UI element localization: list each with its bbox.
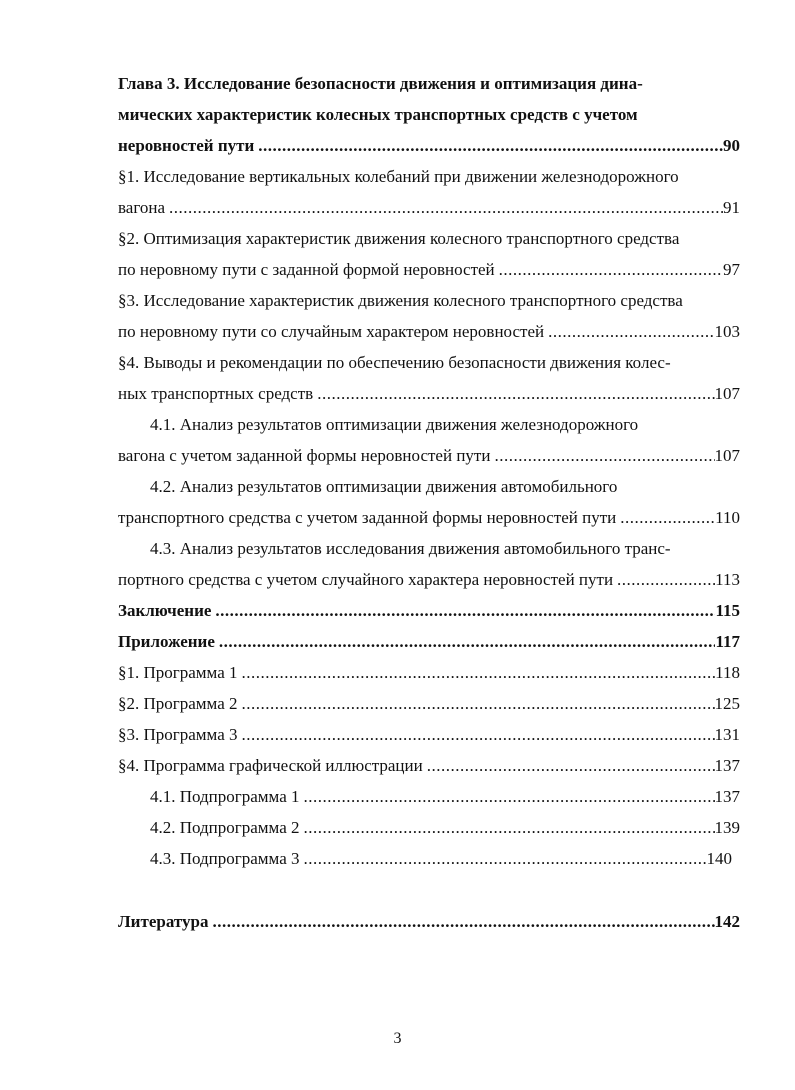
s4-3-page: 113 [715,570,740,589]
leader-dots [242,719,715,750]
leader-dots [499,254,723,285]
conclusion-title: Заключение [118,601,212,620]
program2-entry [118,688,740,719]
subprogram1-entry [150,781,740,812]
s2-page: 97 [723,260,740,279]
s4-page: 107 [714,384,740,403]
s1-page: 91 [723,198,740,217]
leader-dots [258,130,723,161]
chapter3-line1: Глава 3. Исследование безопасности движения и оптимизация дина- [118,74,643,93]
spacer [118,874,740,906]
s4-1-page: 107 [714,446,740,465]
s4-3-line2: портного средства с учетом случайного характера неровностей пути [118,570,614,589]
subprogram3-title: 4.3. Подпрограмма 3 [150,849,300,868]
table-of-contents [118,68,740,937]
s3-line1: §3. Исследование характеристик движения колесного транспортного средства [118,291,683,310]
subprogram3-page: 140 [706,849,732,868]
s4-entry [118,378,740,409]
leader-dots [215,595,715,626]
s1-line2: вагона [118,198,166,217]
leader-dots [242,688,715,719]
leader-dots [617,564,715,595]
subprogram3-entry [150,843,732,874]
leader-dots [304,843,707,874]
chapter3-page: 90 [723,136,740,155]
leader-dots [304,781,715,812]
appendix-page: 117 [715,632,740,651]
program2-page: 125 [714,694,740,713]
leader-dots [317,378,714,409]
chapter3-line2: мических характеристик колесных транспортных средств с учетом [118,105,638,124]
leader-dots [494,440,714,471]
leader-dots [242,657,716,688]
leader-dots [620,502,715,533]
program4-entry [118,750,740,781]
literature-entry [118,906,740,937]
s4-1-line2: вагона с учетом заданной формы неровностей пути [118,446,491,465]
s4-3-entry [118,564,740,595]
s4-2-page: 110 [715,508,740,527]
leader-dots [427,750,715,781]
program1-entry [118,657,740,688]
program1-page: 118 [715,663,740,682]
program3-entry [118,719,740,750]
s4-2-line2: транспортного средства с учетом заданной формы неровностей пути [118,508,617,527]
program3-page: 131 [714,725,740,744]
s4-1-line1: 4.1. Анализ результатов оптимизации движения железнодорожного [150,415,639,434]
leader-dots [212,906,714,937]
s4-1-entry [118,440,740,471]
s2-entry [118,254,740,285]
conclusion-entry [118,595,740,626]
s2-line2: по неровному пути с заданной формой неровностей [118,260,495,279]
program2-title: §2. Программа 2 [118,694,238,713]
s4-2-line1: 4.2. Анализ результатов оптимизации движения автомобильного [150,477,618,496]
subprogram1-title: 4.1. Подпрограмма 1 [150,787,300,806]
chapter3-line3: неровностей пути [118,136,255,155]
s1-line1: §1. Исследование вертикальных колебаний при движении железнодорожного [118,167,679,186]
subprogram2-title: 4.2. Подпрограмма 2 [150,818,300,837]
s4-2-entry [118,502,740,533]
s2-line1: §2. Оптимизация характеристик движения колесного транспортного средства [118,229,680,248]
literature-title: Литература [118,912,209,931]
program1-title: §1. Программа 1 [118,663,238,682]
chapter3-entry [118,130,740,161]
subprogram2-page: 139 [714,818,740,837]
s4-line1: §4. Выводы и рекомендации по обеспечению безопасности движения колес- [118,353,671,372]
s4-line2: ных транспортных средств [118,384,314,403]
subprogram2-entry [150,812,740,843]
subprogram1-page: 137 [714,787,740,806]
s3-line2: по неровному пути со случайным характером неровностей [118,322,545,341]
page-number: 3 [393,1030,402,1047]
program4-title: §4. Программа графической иллюстрации [118,756,423,775]
leader-dots [304,812,715,843]
leader-dots [548,316,714,347]
program3-title: §3. Программа 3 [118,725,238,744]
leader-dots [169,192,723,223]
leader-dots [219,626,716,657]
appendix-title: Приложение [118,632,215,651]
s3-page: 103 [714,322,740,341]
program4-page: 137 [714,756,740,775]
s1-entry [118,192,740,223]
appendix-entry [118,626,740,657]
literature-page: 142 [714,912,740,931]
s3-entry [118,316,740,347]
s4-3-line1: 4.3. Анализ результатов исследования движения автомобильного транс- [150,539,671,558]
conclusion-page: 115 [715,601,740,620]
